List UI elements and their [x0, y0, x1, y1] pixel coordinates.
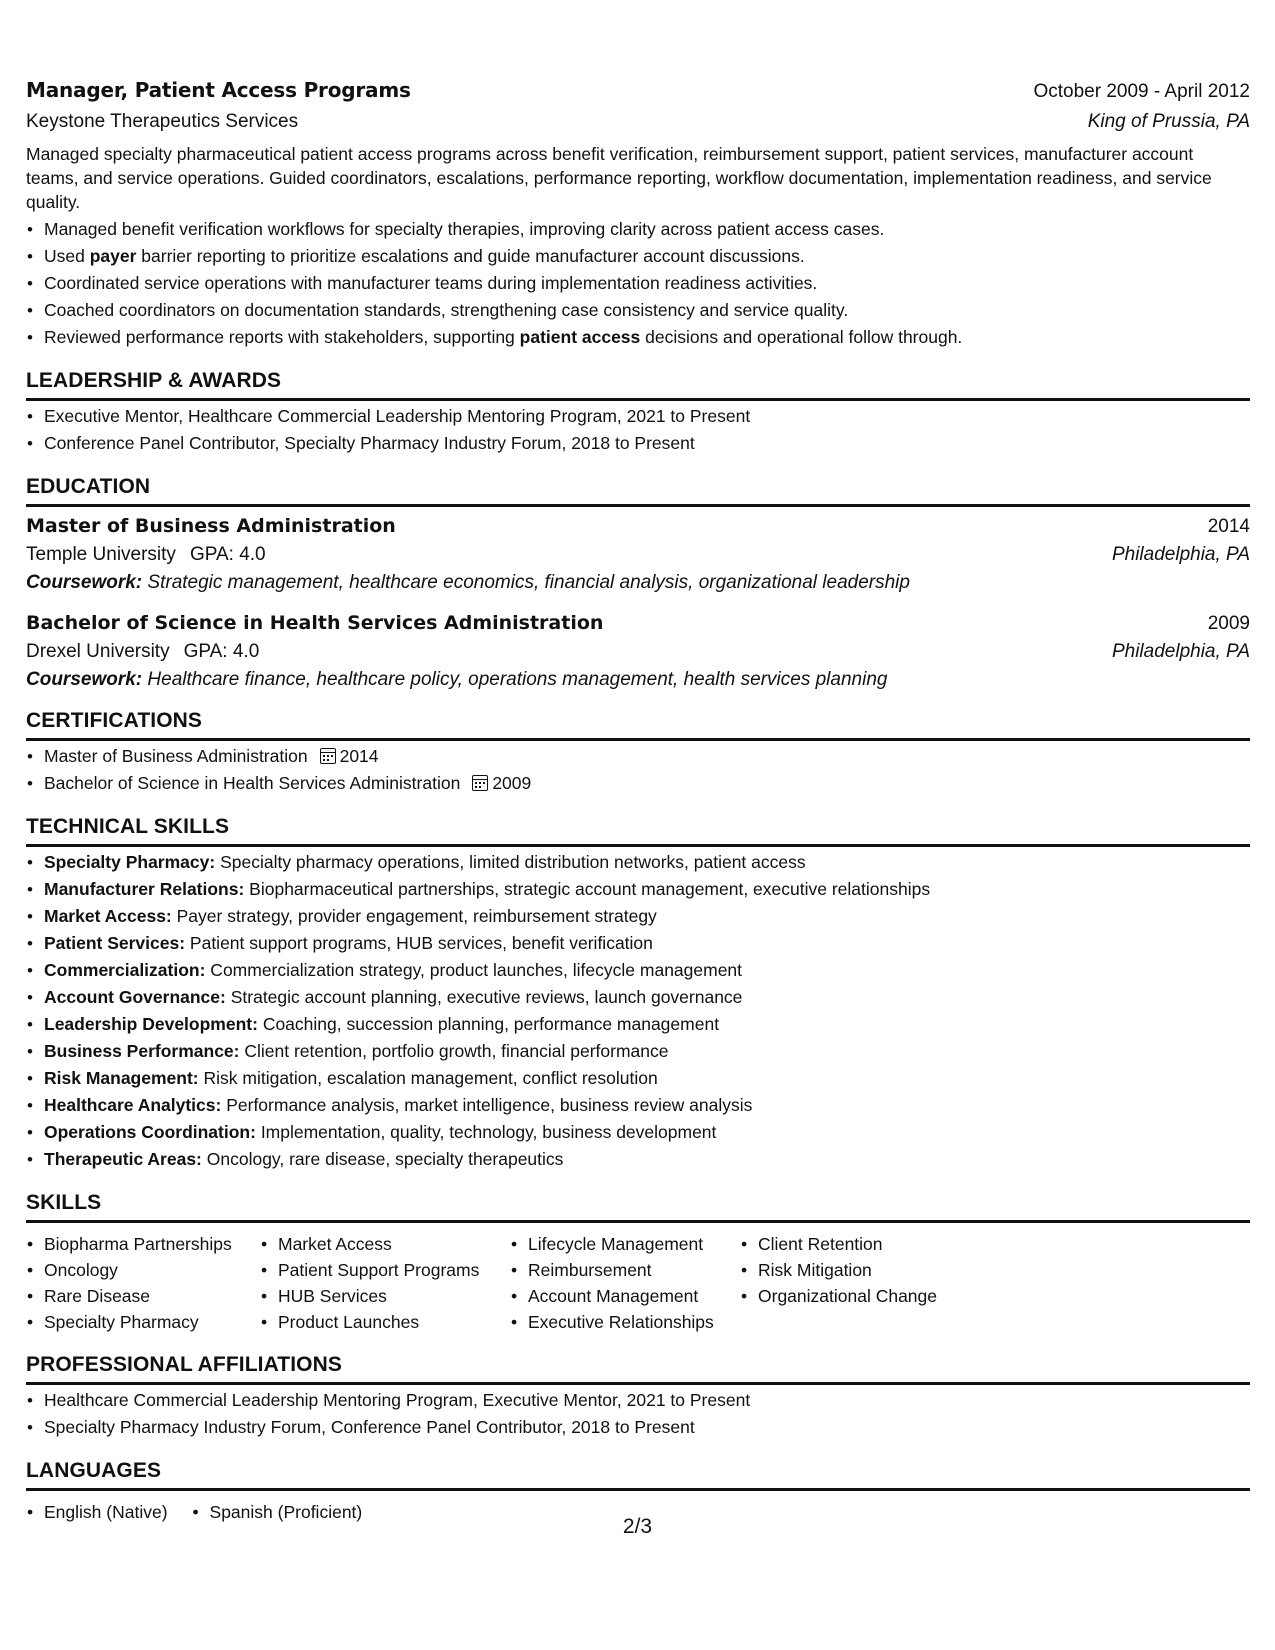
list-item: • Lifecycle Management [510, 1231, 740, 1257]
list-item: • Patient Support Programs [260, 1257, 510, 1283]
list-item: • Client Retention [740, 1231, 990, 1257]
list-item: • Specialty Pharmacy Industry Forum, Conference Panel Contributor, 2018 to Present [26, 1414, 1250, 1441]
list-item: • Healthcare Commercial Leadership Mentoring Program, Executive Mentor, 2021 to Present [26, 1387, 1250, 1414]
list-item: • Healthcare Analytics: Performance analysis, market intelligence, business review analysis [26, 1092, 1250, 1119]
list-item: • Master of Business Administration 2014 [26, 743, 1250, 770]
list-item: • Executive Relationships [510, 1309, 740, 1335]
list-item: • Spanish (Proficient) [192, 1499, 363, 1526]
list-item: • Used payer barrier reporting to prioritize escalations and guide manufacturer account discussions. [26, 243, 1250, 270]
list-item: • English (Native) [26, 1499, 168, 1526]
company-name: Keystone Therapeutics Services [26, 111, 299, 132]
list-item: • Organizational Change [740, 1283, 990, 1309]
affiliations-list [26, 1387, 1250, 1441]
list-item: • Coordinated service operations with manufacturer teams during implementation readiness activities. [26, 270, 1250, 297]
skills-column [510, 1231, 740, 1335]
education-entry [26, 515, 1250, 594]
coursework: Coursework: Strategic management, healthcare economics, financial analysis, organizational leadership [26, 572, 910, 593]
technical-skills-list [26, 849, 1250, 1173]
list-item: • Managed benefit verification workflows for specialty therapies, improving clarity across patient access cases. [26, 216, 1250, 243]
section-heading-skills: SKILLS [26, 1191, 1250, 1223]
resume-page [26, 78, 1250, 1526]
section-heading-certifications: CERTIFICATIONS [26, 709, 1250, 741]
list-item: • Manufacturer Relations: Biopharmaceutical partnerships, strategic account management, executive relationships [26, 876, 1250, 903]
coursework: Coursework: Healthcare finance, healthcare policy, operations management, health services planning [26, 669, 888, 690]
list-item: • Conference Panel Contributor, Specialty Pharmacy Industry Forum, 2018 to Present [26, 430, 1250, 457]
certifications-list [26, 743, 1250, 797]
job-dates: October 2009 - April 2012 [1033, 81, 1250, 102]
list-item: • Coached coordinators on documentation standards, strengthening case consistency and service quality. [26, 297, 1250, 324]
section-heading-education: EDUCATION [26, 475, 1250, 507]
job-bullets [26, 216, 1250, 351]
skills-grid [26, 1231, 1250, 1335]
degree-title: Bachelor of Science in Health Services Administration [26, 612, 604, 634]
list-item: • Account Management [510, 1283, 740, 1309]
section-heading-affiliations: PROFESSIONAL AFFILIATIONS [26, 1353, 1250, 1385]
job-location: King of Prussia, PA [1087, 111, 1250, 132]
list-item: • Specialty Pharmacy: Specialty pharmacy operations, limited distribution networks, patient access [26, 849, 1250, 876]
section-heading-languages: LANGUAGES [26, 1459, 1250, 1491]
skills-column [260, 1231, 510, 1335]
list-item: • Biopharma Partnerships [26, 1231, 260, 1257]
list-item: • Risk Mitigation [740, 1257, 990, 1283]
section-heading-technical-skills: TECHNICAL SKILLS [26, 815, 1250, 847]
list-item: • Product Launches [260, 1309, 510, 1335]
list-item: • Specialty Pharmacy [26, 1309, 260, 1335]
list-item: • Leadership Development: Coaching, succession planning, performance management [26, 1011, 1250, 1038]
page-number: 2/3 [622, 1515, 653, 1538]
list-item: • Oncology [26, 1257, 260, 1283]
calendar-icon [472, 775, 488, 791]
gpa: GPA: 4.0 [183, 641, 260, 662]
list-item: • Reviewed performance reports with stakeholders, supporting patient access decisions and operational follow through. [26, 324, 1250, 351]
job-title: Manager, Patient Access Programs [26, 78, 411, 102]
school-name: Drexel University [26, 641, 170, 662]
list-item: • Business Performance: Client retention, portfolio growth, financial performance [26, 1038, 1250, 1065]
list-item: • Market Access [260, 1231, 510, 1257]
list-item: • Account Governance: Strategic account planning, executive reviews, launch governance [26, 984, 1250, 1011]
degree-year: 2014 [1207, 516, 1250, 537]
leadership-list [26, 403, 1250, 457]
school-location: Philadelphia, PA [1111, 544, 1250, 565]
list-item: • Market Access: Payer strategy, provider engagement, reimbursement strategy [26, 903, 1250, 930]
list-item: • Therapeutic Areas: Oncology, rare disease, specialty therapeutics [26, 1146, 1250, 1173]
list-item: • Rare Disease [26, 1283, 260, 1309]
list-item: • HUB Services [260, 1283, 510, 1309]
degree-title: Master of Business Administration [26, 515, 396, 537]
experience-entry [26, 78, 1250, 351]
list-item: • Executive Mentor, Healthcare Commercial Leadership Mentoring Program, 2021 to Present [26, 403, 1250, 430]
degree-year: 2009 [1207, 613, 1250, 634]
list-item: • Operations Coordination: Implementation, quality, technology, business development [26, 1119, 1250, 1146]
calendar-icon [320, 748, 336, 764]
education-entry [26, 612, 1250, 691]
school-location: Philadelphia, PA [1111, 641, 1250, 662]
section-heading-leadership: LEADERSHIP & AWARDS [26, 369, 1250, 401]
skills-column [740, 1231, 990, 1335]
skills-column [26, 1231, 260, 1335]
list-item: • Commercialization: Commercialization strategy, product launches, lifecycle management [26, 957, 1250, 984]
gpa: GPA: 4.0 [189, 544, 266, 565]
list-item: • Reimbursement [510, 1257, 740, 1283]
list-item: • Bachelor of Science in Health Services Administration 2009 [26, 770, 1250, 797]
job-summary: Managed specialty pharmaceutical patient access programs across benefit verification, reimbursement support, patient services, manufacturer account teams, and service operations. Guided coordinators, escalations, performance reporting, workflow documentation, implementation readiness, and service quality. [26, 144, 1212, 212]
list-item: • Patient Services: Patient support programs, HUB services, benefit verification [26, 930, 1250, 957]
list-item: • Risk Management: Risk mitigation, escalation management, conflict resolution [26, 1065, 1250, 1092]
school-name: Temple University [26, 544, 176, 565]
